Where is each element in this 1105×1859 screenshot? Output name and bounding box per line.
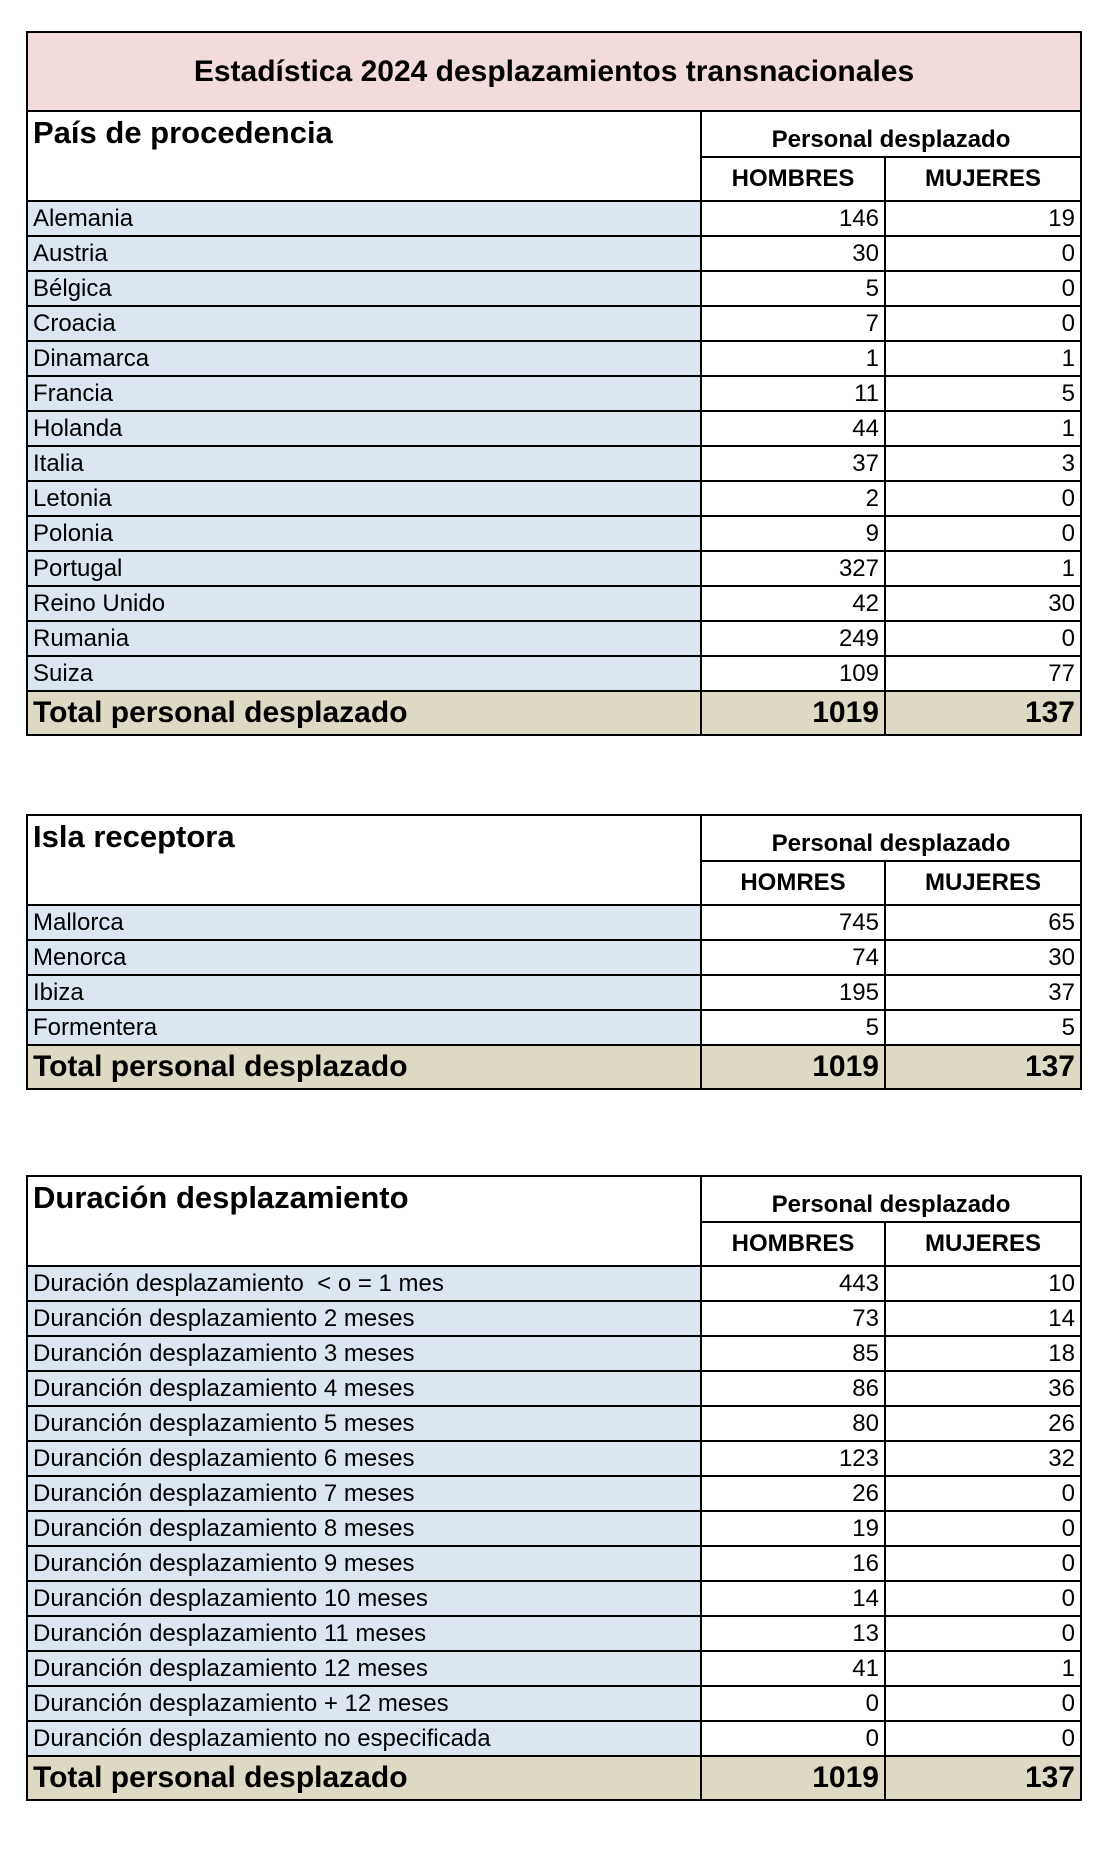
total-row <box>27 1045 1081 1089</box>
row-label: Menorca <box>27 940 701 975</box>
island-col-men: HOMRES <box>701 861 885 905</box>
table-row <box>27 481 1081 516</box>
row-men-value: 73 <box>701 1301 885 1336</box>
row-women-value: 30 <box>885 586 1081 621</box>
table-row <box>27 621 1081 656</box>
row-men-value: 0 <box>701 1721 885 1756</box>
total-women-value: 137 <box>885 1045 1081 1089</box>
row-label: Duración desplazamiento < o = 1 mes <box>27 1266 701 1301</box>
row-men-value: 86 <box>701 1371 885 1406</box>
row-men-value: 85 <box>701 1336 885 1371</box>
row-men-value: 44 <box>701 411 885 446</box>
row-women-value: 30 <box>885 940 1081 975</box>
row-women-value: 0 <box>885 1581 1081 1616</box>
row-label: Duranción desplazamiento 5 meses <box>27 1406 701 1441</box>
row-men-value: 9 <box>701 516 885 551</box>
row-label: Portugal <box>27 551 701 586</box>
row-women-value: 0 <box>885 306 1081 341</box>
island-heading: Isla receptora <box>27 815 701 905</box>
country-table <box>26 31 1082 736</box>
row-women-value: 3 <box>885 446 1081 481</box>
row-label: Ibiza <box>27 975 701 1010</box>
row-label: Duranción desplazamiento 12 meses <box>27 1651 701 1686</box>
row-label: Alemania <box>27 201 701 236</box>
row-men-value: 123 <box>701 1441 885 1476</box>
table-row <box>27 201 1081 236</box>
row-women-value: 0 <box>885 516 1081 551</box>
row-men-value: 1 <box>701 341 885 376</box>
duration-col-women: MUJERES <box>885 1222 1081 1266</box>
duration-table <box>26 1175 1082 1801</box>
table-row <box>27 1581 1081 1616</box>
total-men-value: 1019 <box>701 1756 885 1800</box>
table-row <box>27 1010 1081 1045</box>
country-heading: País de procedencia <box>27 111 701 201</box>
row-women-value: 0 <box>885 481 1081 516</box>
row-women-value: 1 <box>885 551 1081 586</box>
row-label: Formentera <box>27 1010 701 1045</box>
table-row <box>27 975 1081 1010</box>
row-men-value: 74 <box>701 940 885 975</box>
table-row <box>27 1336 1081 1371</box>
table-row <box>27 551 1081 586</box>
duration-heading: Duración desplazamiento <box>27 1176 701 1266</box>
table-row <box>27 446 1081 481</box>
row-women-value: 0 <box>885 1721 1081 1756</box>
country-col-women: MUJERES <box>885 157 1081 201</box>
row-men-value: 327 <box>701 551 885 586</box>
row-men-value: 195 <box>701 975 885 1010</box>
island-table-block <box>26 814 1080 1090</box>
island-group-label: Personal desplazado <box>701 815 1081 861</box>
row-label: Duranción desplazamiento 3 meses <box>27 1336 701 1371</box>
row-men-value: 42 <box>701 586 885 621</box>
table-row <box>27 586 1081 621</box>
country-col-men: HOMBRES <box>701 157 885 201</box>
island-table <box>26 814 1082 1090</box>
row-men-value: 2 <box>701 481 885 516</box>
row-women-value: 0 <box>885 1511 1081 1546</box>
duration-group-label: Personal desplazado <box>701 1176 1081 1222</box>
table-row <box>27 1511 1081 1546</box>
duration-table-block <box>26 1175 1080 1801</box>
total-women-value: 137 <box>885 1756 1081 1800</box>
row-label: Duranción desplazamiento 2 meses <box>27 1301 701 1336</box>
table-row <box>27 1686 1081 1721</box>
row-label: Mallorca <box>27 905 701 940</box>
row-women-value: 0 <box>885 236 1081 271</box>
row-label: Duranción desplazamiento 7 meses <box>27 1476 701 1511</box>
row-men-value: 41 <box>701 1651 885 1686</box>
row-men-value: 745 <box>701 905 885 940</box>
row-label: Duranción desplazamiento 11 meses <box>27 1616 701 1651</box>
row-label: Duranción desplazamiento no especificada <box>27 1721 701 1756</box>
row-women-value: 18 <box>885 1336 1081 1371</box>
row-men-value: 109 <box>701 656 885 691</box>
table-row <box>27 341 1081 376</box>
row-label: Austria <box>27 236 701 271</box>
table-row <box>27 1371 1081 1406</box>
row-men-value: 26 <box>701 1476 885 1511</box>
table-row <box>27 1266 1081 1301</box>
table-row <box>27 516 1081 551</box>
row-label: Italia <box>27 446 701 481</box>
table-row <box>27 940 1081 975</box>
table-row <box>27 1651 1081 1686</box>
total-label: Total personal desplazado <box>27 1045 701 1089</box>
row-men-value: 30 <box>701 236 885 271</box>
table-row <box>27 236 1081 271</box>
row-women-value: 1 <box>885 1651 1081 1686</box>
table-row <box>27 1301 1081 1336</box>
row-women-value: 14 <box>885 1301 1081 1336</box>
table-row <box>27 656 1081 691</box>
table-row <box>27 306 1081 341</box>
row-women-value: 0 <box>885 621 1081 656</box>
row-men-value: 443 <box>701 1266 885 1301</box>
row-men-value: 11 <box>701 376 885 411</box>
table-row <box>27 1546 1081 1581</box>
row-label: Dinamarca <box>27 341 701 376</box>
row-label: Letonia <box>27 481 701 516</box>
total-label: Total personal desplazado <box>27 1756 701 1800</box>
row-men-value: 14 <box>701 1581 885 1616</box>
row-women-value: 77 <box>885 656 1081 691</box>
row-men-value: 37 <box>701 446 885 481</box>
island-col-women: MUJERES <box>885 861 1081 905</box>
row-women-value: 32 <box>885 1441 1081 1476</box>
row-women-value: 19 <box>885 201 1081 236</box>
row-label: Duranción desplazamiento 8 meses <box>27 1511 701 1546</box>
row-women-value: 5 <box>885 376 1081 411</box>
table-row <box>27 1476 1081 1511</box>
row-women-value: 0 <box>885 1616 1081 1651</box>
row-label: Duranción desplazamiento 10 meses <box>27 1581 701 1616</box>
row-men-value: 5 <box>701 1010 885 1045</box>
row-women-value: 36 <box>885 1371 1081 1406</box>
row-women-value: 0 <box>885 271 1081 306</box>
row-men-value: 80 <box>701 1406 885 1441</box>
row-women-value: 65 <box>885 905 1081 940</box>
table-row <box>27 1406 1081 1441</box>
row-women-value: 0 <box>885 1686 1081 1721</box>
row-women-value: 5 <box>885 1010 1081 1045</box>
table-row <box>27 1616 1081 1651</box>
row-men-value: 19 <box>701 1511 885 1546</box>
page-title: Estadística 2024 desplazamientos transnacionales <box>27 32 1081 111</box>
row-label: Francia <box>27 376 701 411</box>
table-row <box>27 1441 1081 1476</box>
total-row <box>27 1756 1081 1800</box>
table-row <box>27 271 1081 306</box>
row-women-value: 1 <box>885 341 1081 376</box>
total-women-value: 137 <box>885 691 1081 735</box>
table-row <box>27 411 1081 446</box>
total-men-value: 1019 <box>701 1045 885 1089</box>
row-men-value: 7 <box>701 306 885 341</box>
row-label: Holanda <box>27 411 701 446</box>
row-label: Suiza <box>27 656 701 691</box>
row-label: Polonia <box>27 516 701 551</box>
row-men-value: 13 <box>701 1616 885 1651</box>
row-label: Rumania <box>27 621 701 656</box>
row-women-value: 1 <box>885 411 1081 446</box>
row-women-value: 0 <box>885 1546 1081 1581</box>
row-men-value: 146 <box>701 201 885 236</box>
row-label: Duranción desplazamiento 9 meses <box>27 1546 701 1581</box>
row-label: Duranción desplazamiento + 12 meses <box>27 1686 701 1721</box>
row-women-value: 10 <box>885 1266 1081 1301</box>
table-row <box>27 376 1081 411</box>
table-row <box>27 1721 1081 1756</box>
row-women-value: 0 <box>885 1476 1081 1511</box>
country-group-label: Personal desplazado <box>701 111 1081 157</box>
row-men-value: 249 <box>701 621 885 656</box>
country-table-block <box>26 31 1080 736</box>
total-label: Total personal desplazado <box>27 691 701 735</box>
row-men-value: 16 <box>701 1546 885 1581</box>
row-label: Duranción desplazamiento 6 meses <box>27 1441 701 1476</box>
row-label: Croacia <box>27 306 701 341</box>
row-men-value: 0 <box>701 1686 885 1721</box>
duration-col-men: HOMBRES <box>701 1222 885 1266</box>
row-label: Bélgica <box>27 271 701 306</box>
row-label: Reino Unido <box>27 586 701 621</box>
row-women-value: 37 <box>885 975 1081 1010</box>
row-label: Duranción desplazamiento 4 meses <box>27 1371 701 1406</box>
row-men-value: 5 <box>701 271 885 306</box>
row-women-value: 26 <box>885 1406 1081 1441</box>
total-men-value: 1019 <box>701 691 885 735</box>
table-row <box>27 905 1081 940</box>
total-row <box>27 691 1081 735</box>
